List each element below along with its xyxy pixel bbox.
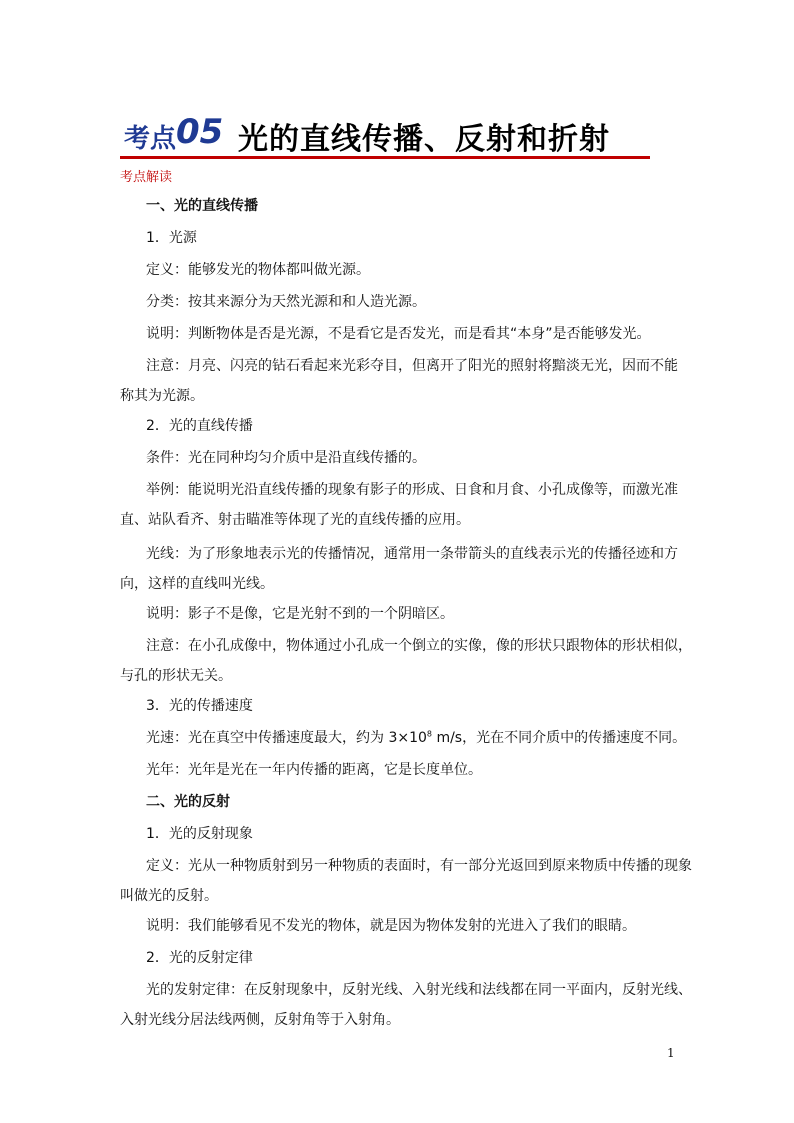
title-block	[120, 110, 650, 159]
paragraph-continued: 入射光线分居法线两侧，反射角等于入射角。	[120, 1012, 400, 1028]
paragraph: 说明：判断物体是否是光源，不是看它是否发光，而是看其“本身”是否能够发光。	[146, 326, 651, 342]
paragraph: 分类：按其来源分为天然光源和和人造光源。	[146, 294, 426, 310]
paragraph-continued: 直、站队看齐、射击瞄准等体现了光的直线传播的应用。	[120, 512, 470, 528]
subheading-3: 3．光的传播速度	[146, 698, 253, 714]
paragraph-continued: 叫做光的反射。	[120, 888, 218, 904]
paragraph: 举例：能说明光沿直线传播的现象有影子的形成、日食和月食、小孔成像等，而激光准	[146, 482, 678, 498]
paragraph-continued: 与孔的形状无关。	[120, 668, 232, 684]
light-speed-text: 光速：光在真空中传播速度最大，约为 3×10	[146, 730, 427, 746]
paragraph: 说明：我们能够看见不发光的物体，就是因为物体发射的光进入了我们的眼睛。	[146, 918, 636, 934]
subheading-1: 1．光源	[146, 230, 197, 246]
paragraph: 定义：光从一种物质射到另一种物质的表面时，有一部分光返回到原来物质中传播的现象	[146, 858, 692, 874]
section-label: 考点解读	[120, 170, 173, 185]
paragraph: 定义：能够发光的物体都叫做光源。	[146, 262, 370, 278]
heading-2: 二、光的反射	[146, 794, 230, 810]
paragraph-continued: 称其为光源。	[120, 388, 204, 404]
subheading-4: 1．光的反射现象	[146, 826, 253, 842]
paragraph: 注意：月亮、闪亮的钻石看起来光彩夺目，但离开了阳光的照射将黯淡无光，因而不能	[146, 358, 678, 374]
paragraph: 说明：影子不是像，它是光射不到的一个阴暗区。	[146, 606, 454, 622]
paragraph: 光年：光年是光在一年内传播的距离，它是长度单位。	[146, 762, 482, 778]
subheading-5: 2．光的反射定律	[146, 950, 253, 966]
paragraph: 光线：为了形象地表示光的传播情况，通常用一条带箭头的直线表示光的传播径迹和方	[146, 546, 678, 562]
paragraph-light-speed	[146, 728, 686, 748]
heading-1: 一、光的直线传播	[146, 198, 258, 214]
paragraph: 条件：光在同种均匀介质中是沿直线传播的。	[146, 450, 426, 466]
title-number: 05	[176, 112, 224, 152]
light-speed-text-end: m/s，光在不同介质中的传播速度不同。	[432, 730, 687, 746]
paragraph: 光的发射定律：在反射现象中，反射光线、入射光线和法线都在同一平面内，反射光线、	[146, 982, 692, 998]
paragraph: 注意：在小孔成像中，物体通过小孔成一个倒立的实像，像的形状只跟物体的形状相似，	[146, 638, 692, 654]
page-title: 光的直线传播、反射和折射	[238, 122, 610, 157]
light-speed-exponent: 8	[426, 729, 432, 739]
page-number: 1	[667, 1046, 675, 1060]
subheading-2: 2．光的直线传播	[146, 418, 253, 434]
paragraph-continued: 向，这样的直线叫光线。	[120, 576, 274, 592]
title-prefix: 考点	[124, 124, 177, 154]
